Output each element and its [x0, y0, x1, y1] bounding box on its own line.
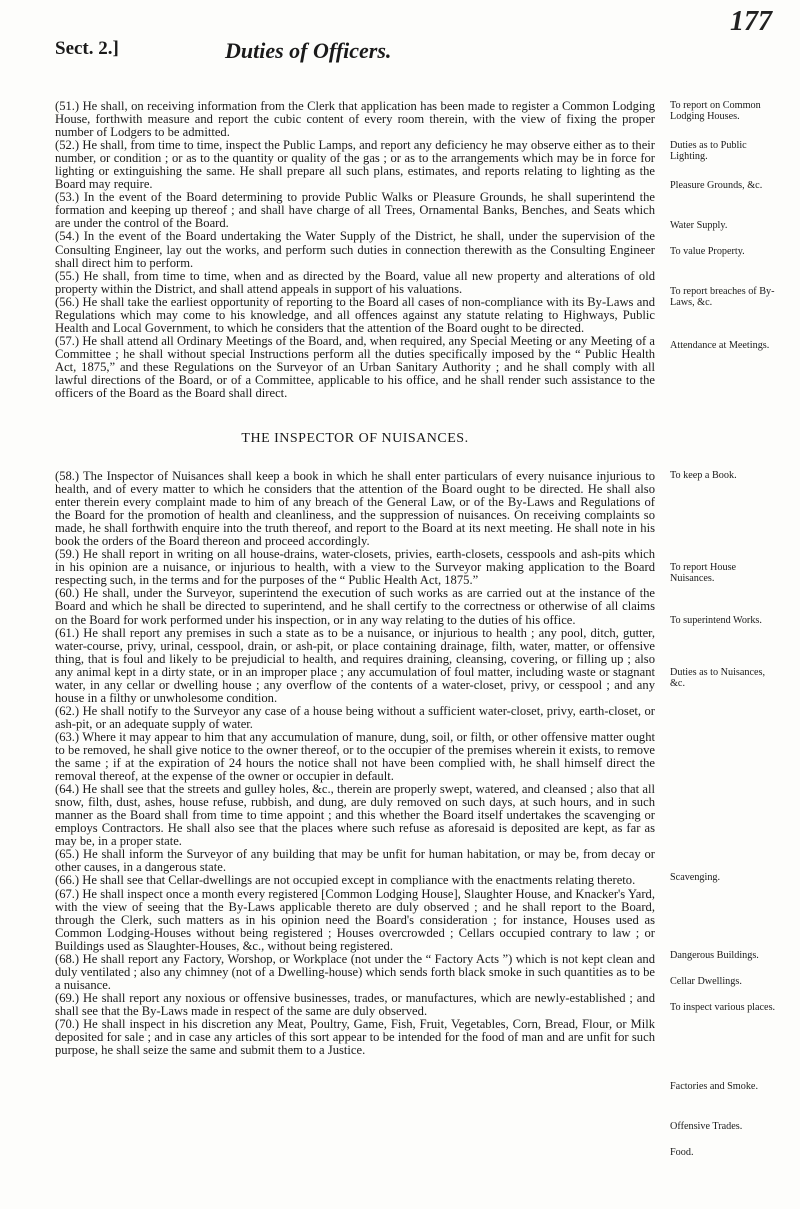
margin-note-meetings: Attendance at Meetings. — [670, 340, 770, 351]
margin-note-water-supply: Water Supply. — [670, 220, 728, 231]
paragraph-67: (67.) He shall inspect once a month every registered [Common Lodging House], Slaughter House, and Knacker's Yard, with the view of seeing that the By-Laws applicable thereto are duly observed ; and he shall report to the Board, through the Clerk, such matters as in his opinion need the Board's consideration ; for instance, Houses used as Common Lodging-Houses without being registered ; Houses overcrowded ; Cellars occupied contrary to law ; or Buildings used as Slaughter-Houses, &c., without being registered. — [55, 886, 655, 953]
paragraph-55: (55.) He shall, from time to time, when and as directed by the Board, value all new property and alterations of old property within the District, and shall attend appeals in support of his valuations. — [55, 268, 655, 296]
paragraph-61: (61.) He shall report any premises in such a state as to be a nuisance, or injurious to health ; any pool, ditch, gutter, water-course, privy, urinal, cesspool, drain, or ash-pit, or place containing drainage, filth, water, matter, or offensive thing, that is foul and likely to be prejudicial to health, and requires draining, cleansing, covering, or filling up ; also any animal kept in a dirty state, or in an improper place ; any accumulation of foul matter, including waste or stagnant water, in any cellar or dwelling house ; any overflow of the contents of a water-closet, privy, or cesspool ; and any house in a filthy or unwholesome condition. — [55, 625, 655, 705]
section-heading: THE INSPECTOR OF NUISANCES. — [241, 431, 469, 446]
running-title: Duties of Officers. — [225, 38, 392, 63]
margin-note-offensive-trades: Offensive Trades. — [670, 1121, 743, 1132]
margin-note-by-laws: To report breaches of By-Laws, &c. — [670, 286, 775, 309]
running-head — [55, 38, 745, 68]
margin-note-scavenging: Scavenging. — [670, 872, 721, 883]
paragraph-70: (70.) He shall inspect in his discretion any Meat, Poultry, Game, Fish, Fruit, Vegetables, Corn, Bread, Flour, or Milk deposited for sale ; and in case any articles of this sort appear to be intended for the food of man and are unfit for such purpose, he shall seize the same and submit them to a Justice. — [55, 1016, 655, 1058]
paragraph-58: (58.) The Inspector of Nuisances shall keep a book in which he shall enter particulars of every nuisance injurious to health, and of every matter to which he considers that the attention of the Board ought to be directed. He shall also enter therein every complaint made to him of any breach of the General Law, or of the By-Laws and Regulations of the Board for the promotion of health and cleanliness, and the suppression of nuisances. On receiving complaints so made, he shall forthwith enquire into the truth thereof, and report to the Board at its next meeting. He shall note in his book the orders of the Board thereon and proceed accordingly. — [55, 469, 655, 549]
paragraph-57: (57.) He shall attend all Ordinary Meetings of the Board, and, when required, any Special Meeting or any Meeting of a Committee ; he shall without special Instructions perform all the duties specifically imposed by the “ Public Health Act, 1875,” and these Regulations on the Surveyor of an Urban Sanitary Authority ; and he shall comply with all lawful directions of the Board, or of a Committee, applicable to his office, and he shall render such assistance to the officers of the Board as the Board shall direct. — [55, 333, 655, 401]
paragraph-56: (56.) He shall take the earliest opportunity of reporting to the Board all cases of non-compliance with its By-Laws and Regulations which may come to his knowledge, and all offences against any statute relating to Highways, Public Health and Local Government, to which he considers that the attention of the Board ought to be directed. — [55, 294, 655, 335]
inspector-duties-section — [55, 470, 655, 1057]
paragraph-63: (63.) Where it may appear to him that any accumulation of manure, dung, soil, or filth, or other offensive matter ought to be removed, he shall give notice to the owner thereof, or to the occupier of the premises wherein it exists, to remove the same ; if at the expiration of 24 hours the notice shall not have been complied with, he shall himself direct the removal thereof, at the expense of the owner or occupier in default. — [55, 729, 655, 784]
margin-note-house-nuisances: To report House Nuisances. — [670, 562, 737, 585]
paragraph-64: (64.) He shall see that the streets and gulley holes, &c., therein are properly swept, watered, and cleansed ; also that all snow, filth, dust, ashes, house refuse, rubbish, and dung, are duly removed on such days, at such hours, and in such manner as the Board shall from time to time appoint ; and this whether the Board itself undertakes the scavenging or employs Contractors. He shall also see that the places where such refuse as aforesaid is deposited are kept, as far as may be, in a proper state. — [55, 782, 655, 849]
margin-note-lodging-houses: To report on Common Lodging Houses. — [670, 100, 761, 123]
paragraph-51: (51.) He shall, on receiving information from the Clerk that application has been made to register a Common Lodging House, forthwith measure and report the cubic content of every room therein, with the view of fixing the proper number of Lodgers to be admitted. — [55, 99, 655, 140]
margin-note-food: Food. — [670, 1147, 694, 1158]
surveyor-duties-section — [55, 100, 655, 400]
paragraph-52: (52.) He shall, from time to time, inspect the Public Lamps, and report any deficiency he may observe either as to their number, or condition ; or as to the quantity or quality of the gas ; or as to the arrangements which may be in force for lighting or extinguishing the same. He shall prepare all such plans, estimates, and reports relating to lighting as the Board may require. — [55, 138, 655, 192]
margin-note-inspect-places: To inspect various places. — [670, 1002, 776, 1013]
paragraph-54: (54.) In the event of the Board undertaking the Water Supply of the District, he shall, under the supervision of the Consulting Engineer, lay out the works, and perform such duties in connection therewith as the Consulting Engineer shall direct him to perform. — [55, 229, 655, 270]
margin-note-value-property: To value Property. — [670, 246, 745, 257]
margin-note-cellar-dwellings: Cellar Dwellings. — [670, 976, 742, 987]
paragraph-59: (59.) He shall report in writing on all house-drains, water-closets, privies, earth-closets, cesspools and ash-pits which in his opinion are a nuisance, or injurious to health, with a view to the Surveyor making application to the Board respecting such, in the terms and for the purposes of the “ Public Health Act, 1875.” — [55, 547, 655, 588]
paragraph-60: (60.) He shall, under the Surveyor, superintend the execution of such works as are carried out at the instance of the Board and which he shall be directed to superintend, and he shall certify to the correctness or otherwise of all claims on the Board for work performed under his inspection, or in any way relating to the duties of his office. — [55, 586, 655, 627]
margin-note-dangerous-buildings: Dangerous Buildings. — [670, 950, 759, 961]
paragraph-66: (66.) He shall see that Cellar-dwellings are not occupied except in compliance with the enactments relating thereto. — [55, 873, 636, 888]
paragraph-65: (65.) He shall inform the Surveyor of any building that may be unfit for human habitation, or may be, from decay or other causes, in a dangerous state. — [55, 847, 655, 875]
paragraph-62: (62.) He shall notify to the Surveyor any case of a house being without a sufficient water-closet, privy, earth-closet, or ash-pit, or an adequate supply of water. — [55, 703, 655, 731]
section-label: Sect. 2.] — [55, 38, 119, 59]
margin-note-nuisances: Duties as to Nuisances, &c. — [670, 667, 766, 690]
paragraph-68: (68.) He shall report any Factory, Worshop, or Workplace (not under the “ Factory Acts ”) which is not kept clean and duly ventilated ; also any chimney (not of a Dwelling-house) which sends forth black smoke in such quantities as to be a nuisance. — [55, 951, 655, 992]
margin-note-public-lighting: Duties as to Public Lighting. — [670, 140, 747, 163]
paragraph-69: (69.) He shall report any noxious or offensive businesses, trades, or manufactures, which are newly-established ; and shall see that the By-Laws made in respect of the same are duly observed. — [55, 990, 655, 1018]
margin-note-superintend-works: To superintend Works. — [670, 615, 762, 626]
margin-note-pleasure-grounds: Pleasure Grounds, &c. — [670, 180, 763, 191]
margin-note-factories: Factories and Smoke. — [670, 1081, 758, 1092]
page-number: 177 — [730, 6, 772, 37]
margin-note-keep-book: To keep a Book. — [670, 470, 737, 481]
paragraph-53: (53.) In the event of the Board determining to provide Public Walks or Pleasure Grounds, he shall superintend the formation and keeping up thereof ; and shall have charge of all Trees, Ornamental Banks, Benches, and Seats which are under the control of the Board. — [55, 190, 655, 231]
